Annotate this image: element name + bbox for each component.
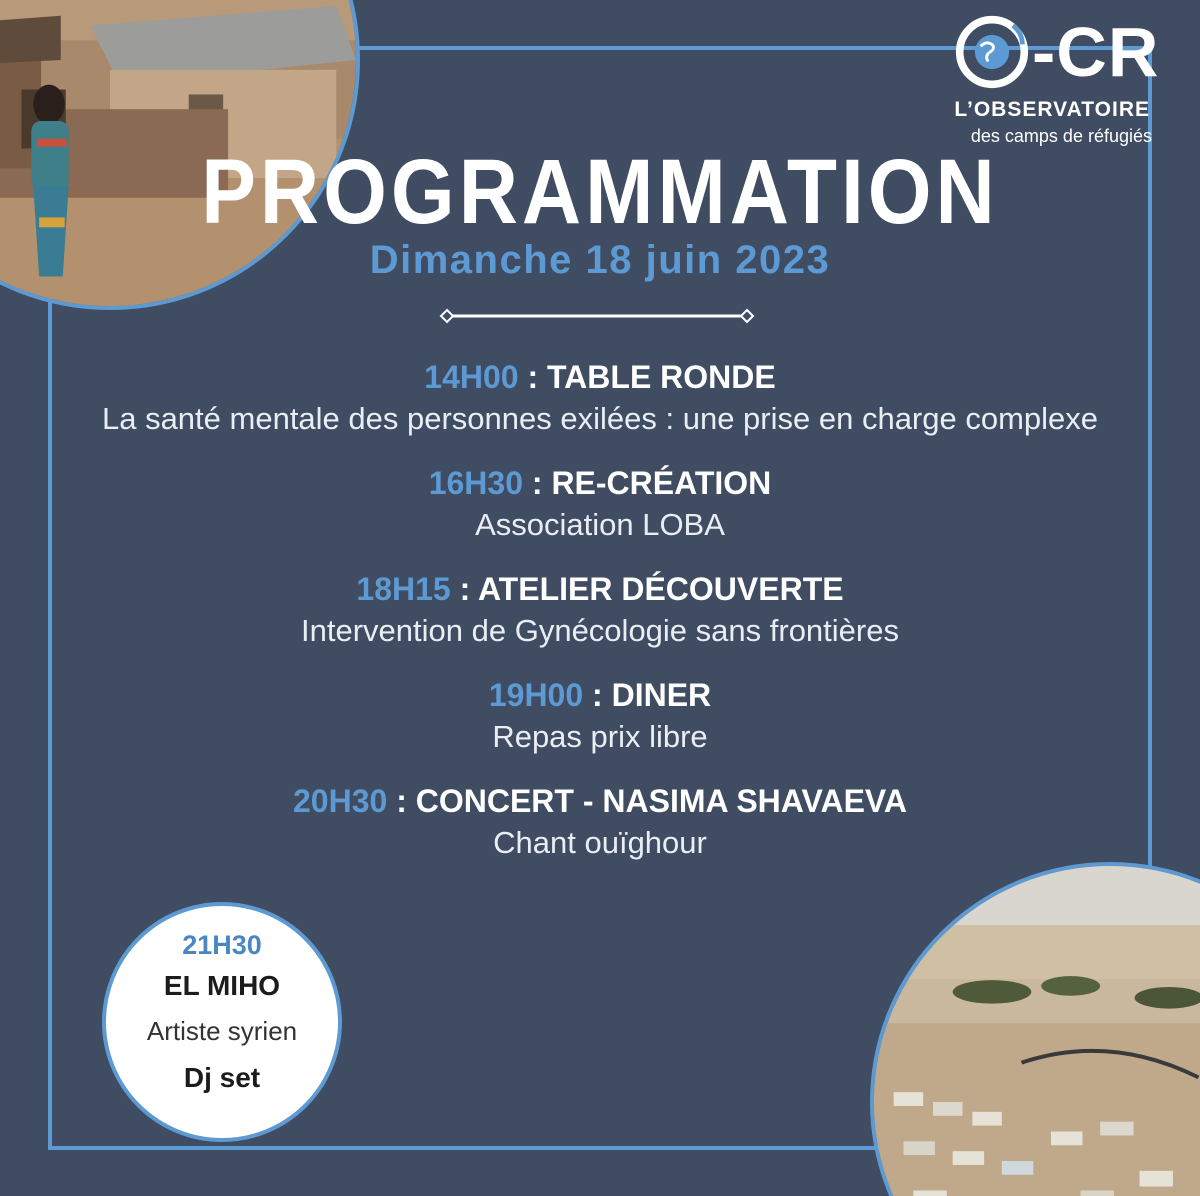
schedule-item-heading (60, 674, 1140, 716)
schedule-description: Chant ouïghour (493, 825, 707, 860)
logo (950, 10, 1160, 146)
schedule-time: 16H30 (428, 465, 523, 501)
schedule-title: ATELIER DÉCOUVERTE (477, 571, 844, 607)
schedule-item (60, 568, 1140, 652)
badge-description: Artiste syrien (146, 1016, 298, 1046)
logo-tagline-main: L’OBSERVATOIRE (954, 98, 1150, 121)
schedule-item (60, 674, 1140, 758)
schedule-item-heading (60, 780, 1140, 822)
schedule-description: La santé mentale des personnes exilées : une prise en charge complexe (101, 401, 1099, 436)
schedule-separator: : (387, 783, 416, 819)
badge-extra: Dj set (183, 1062, 261, 1093)
schedule-title: RE-CRÉATION (551, 465, 772, 501)
schedule-description: Repas prix libre (492, 719, 708, 754)
schedule-time: 20H30 (293, 783, 388, 819)
schedule-time: 18H15 (356, 571, 451, 607)
logo-tagline-sub: des camps de réfugiés (970, 126, 1152, 146)
schedule-description: Association LOBA (475, 507, 725, 542)
globe-eye-icon (954, 14, 1030, 90)
event-date: Dimanche 18 juin 2023 (369, 238, 831, 282)
page-title: PROGRAMMATION (201, 141, 999, 244)
schedule-separator: : (518, 359, 547, 395)
schedule-title: DINER (611, 677, 712, 713)
schedule-description: Intervention de Gynécologie sans frontières (301, 613, 899, 648)
schedule-time: 19H00 (488, 677, 584, 713)
schedule-item (60, 462, 1140, 546)
headliner-badge (102, 902, 342, 1142)
schedule-time: 14H00 (424, 359, 519, 395)
schedule-separator: : (450, 571, 478, 607)
logo-name: -CR (1032, 13, 1160, 91)
badge-artist-name: EL MIHO (163, 970, 281, 1001)
schedule-item-heading (60, 356, 1140, 398)
schedule-separator: : (523, 465, 552, 501)
schedule-list (60, 356, 1140, 886)
schedule-item (60, 780, 1140, 864)
diamond-divider-icon (437, 306, 757, 326)
schedule-title: CONCERT - NASIMA SHAVAEVA (415, 783, 907, 819)
schedule-item-heading (60, 568, 1140, 610)
schedule-item (60, 356, 1140, 440)
schedule-item-heading (60, 462, 1140, 504)
schedule-title: TABLE RONDE (547, 359, 776, 395)
badge-time: 21H30 (182, 930, 262, 960)
schedule-separator: : (583, 677, 612, 713)
